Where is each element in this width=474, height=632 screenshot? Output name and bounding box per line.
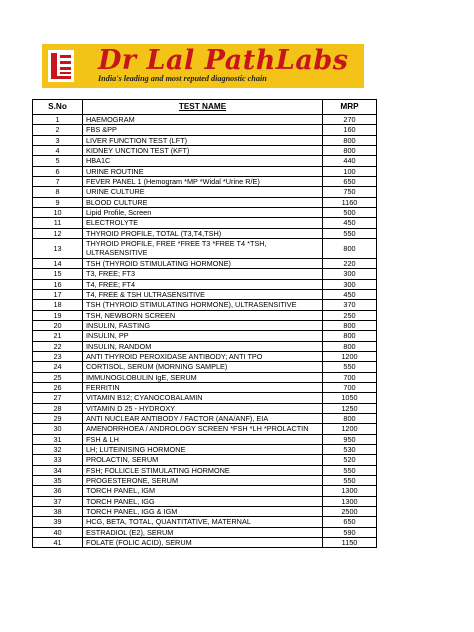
cell-mrp: 1200 <box>323 351 377 361</box>
test-price-table <box>32 99 377 548</box>
table-row <box>33 269 377 279</box>
cell-mrp: 800 <box>323 413 377 423</box>
table-row <box>33 527 377 537</box>
cell-mrp: 370 <box>323 300 377 310</box>
lal-pathlabs-logo-mark-icon <box>48 50 74 82</box>
cell-serial-no: 22 <box>33 341 83 351</box>
table-row <box>33 403 377 413</box>
table-row <box>33 177 377 187</box>
cell-test-name: URINE ROUTINE <box>83 166 323 176</box>
cell-serial-no: 40 <box>33 527 83 537</box>
brand-name: Dr Lal PathLabs <box>98 45 349 76</box>
cell-test-name: TSH, NEWBORN SCREEN <box>83 310 323 320</box>
cell-serial-no: 15 <box>33 269 83 279</box>
cell-test-name: TORCH PANEL, IGG <box>83 496 323 506</box>
cell-test-name: URINE CULTURE <box>83 187 323 197</box>
cell-serial-no: 29 <box>33 413 83 423</box>
cell-mrp: 800 <box>323 146 377 156</box>
cell-mrp: 800 <box>323 239 377 259</box>
cell-mrp: 2500 <box>323 507 377 517</box>
cell-mrp: 550 <box>323 476 377 486</box>
cell-mrp: 300 <box>323 269 377 279</box>
cell-mrp: 440 <box>323 156 377 166</box>
cell-test-name: FBS &PP <box>83 125 323 135</box>
cell-serial-no: 20 <box>33 320 83 330</box>
cell-mrp: 1250 <box>323 403 377 413</box>
table-row <box>33 331 377 341</box>
cell-test-name: ELECTROLYTE <box>83 218 323 228</box>
cell-serial-no: 33 <box>33 455 83 465</box>
table-row <box>33 146 377 156</box>
cell-mrp: 550 <box>323 362 377 372</box>
cell-serial-no: 19 <box>33 310 83 320</box>
table-row <box>33 135 377 145</box>
cell-test-name: INSULIN, FASTING <box>83 320 323 330</box>
cell-serial-no: 13 <box>33 239 83 259</box>
cell-serial-no: 8 <box>33 187 83 197</box>
table-row <box>33 496 377 506</box>
cell-test-name: CORTISOL, SERUM (MORNING SAMPLE) <box>83 362 323 372</box>
cell-test-name: FEVER PANEL 1 (Hemogram *MP *Widal *Urine R/E) <box>83 177 323 187</box>
table-header-row <box>33 100 377 115</box>
cell-serial-no: 17 <box>33 289 83 299</box>
cell-serial-no: 2 <box>33 125 83 135</box>
table-row <box>33 279 377 289</box>
cell-mrp: 530 <box>323 445 377 455</box>
cell-serial-no: 36 <box>33 486 83 496</box>
cell-mrp: 800 <box>323 341 377 351</box>
cell-mrp: 1050 <box>323 393 377 403</box>
cell-test-name: LIVER FUNCTION TEST (LFT) <box>83 135 323 145</box>
cell-mrp: 160 <box>323 125 377 135</box>
table-body <box>33 115 377 548</box>
cell-mrp: 650 <box>323 177 377 187</box>
cell-mrp: 800 <box>323 331 377 341</box>
cell-test-name: TSH (THYROID STIMULATING HORMONE), ULTRASENSITIVE <box>83 300 323 310</box>
cell-test-name: HCG, BETA, TOTAL, QUANTITATIVE, MATERNAL <box>83 517 323 527</box>
cell-test-name: FSH; FOLLICLE STIMULATING HORMONE <box>83 465 323 475</box>
cell-test-name: PROLACTIN, SERUM <box>83 455 323 465</box>
cell-mrp: 700 <box>323 382 377 392</box>
cell-serial-no: 28 <box>33 403 83 413</box>
cell-serial-no: 27 <box>33 393 83 403</box>
table-row <box>33 455 377 465</box>
cell-serial-no: 23 <box>33 351 83 361</box>
cell-mrp: 450 <box>323 289 377 299</box>
cell-test-name: AMENORRHOEA / ANDROLOGY SCREEN *FSH *LH *PROLACTIN <box>83 424 323 434</box>
table-row <box>33 434 377 444</box>
cell-serial-no: 38 <box>33 507 83 517</box>
cell-mrp: 590 <box>323 527 377 537</box>
brand-tagline: India's leading and most reputed diagnostic chain <box>98 74 267 83</box>
cell-serial-no: 26 <box>33 382 83 392</box>
cell-mrp: 800 <box>323 320 377 330</box>
cell-serial-no: 25 <box>33 372 83 382</box>
cell-serial-no: 7 <box>33 177 83 187</box>
table-row <box>33 208 377 218</box>
table-row <box>33 393 377 403</box>
cell-serial-no: 1 <box>33 115 83 125</box>
cell-mrp: 500 <box>323 208 377 218</box>
cell-test-name: HBA1C <box>83 156 323 166</box>
table-row <box>33 239 377 259</box>
table-row <box>33 424 377 434</box>
cell-serial-no: 16 <box>33 279 83 289</box>
table-row <box>33 538 377 548</box>
table-row <box>33 445 377 455</box>
table-row <box>33 300 377 310</box>
cell-test-name: VITAMIN D 25 - HYDROXY <box>83 403 323 413</box>
cell-test-name: FSH & LH <box>83 434 323 444</box>
cell-mrp: 650 <box>323 517 377 527</box>
cell-serial-no: 3 <box>33 135 83 145</box>
cell-test-name: T4, FREE & TSH ULTRASENSITIVE <box>83 289 323 299</box>
logo-banner <box>42 44 364 88</box>
cell-test-name: HAEMOGRAM <box>83 115 323 125</box>
cell-serial-no: 11 <box>33 218 83 228</box>
table-row <box>33 517 377 527</box>
cell-serial-no: 10 <box>33 208 83 218</box>
table-row <box>33 289 377 299</box>
cell-mrp: 950 <box>323 434 377 444</box>
cell-mrp: 1200 <box>323 424 377 434</box>
cell-mrp: 750 <box>323 187 377 197</box>
header-test-name: TEST NAME <box>83 100 323 115</box>
cell-serial-no: 4 <box>33 146 83 156</box>
cell-mrp: 1150 <box>323 538 377 548</box>
cell-mrp: 520 <box>323 455 377 465</box>
cell-test-name: TORCH PANEL, IGM <box>83 486 323 496</box>
cell-test-name: ESTRADIOL (E2), SERUM <box>83 527 323 537</box>
cell-test-name: THYROID PROFILE, TOTAL (T3,T4,TSH) <box>83 228 323 238</box>
cell-test-name: BLOOD CULTURE <box>83 197 323 207</box>
cell-test-name: PROGESTERONE, SERUM <box>83 476 323 486</box>
cell-test-name: T3, FREE; FT3 <box>83 269 323 279</box>
table-row <box>33 476 377 486</box>
header-mrp: MRP <box>323 100 377 115</box>
table-row <box>33 156 377 166</box>
cell-mrp: 100 <box>323 166 377 176</box>
cell-test-name: VITAMIN B12; CYANOCOBALAMIN <box>83 393 323 403</box>
cell-mrp: 800 <box>323 135 377 145</box>
cell-mrp: 220 <box>323 258 377 268</box>
cell-serial-no: 5 <box>33 156 83 166</box>
cell-test-name: KIDNEY UNCTION TEST (KFT) <box>83 146 323 156</box>
cell-test-name: T4, FREE; FT4 <box>83 279 323 289</box>
table-row <box>33 187 377 197</box>
cell-test-name: FERRITIN <box>83 382 323 392</box>
cell-test-name: LH; LUTEINISING HORMONE <box>83 445 323 455</box>
table-row <box>33 320 377 330</box>
header-serial-no: S.No <box>33 100 83 115</box>
cell-serial-no: 32 <box>33 445 83 455</box>
cell-mrp: 250 <box>323 310 377 320</box>
cell-serial-no: 12 <box>33 228 83 238</box>
table-row <box>33 465 377 475</box>
table-row <box>33 115 377 125</box>
table-row <box>33 413 377 423</box>
cell-serial-no: 24 <box>33 362 83 372</box>
cell-serial-no: 9 <box>33 197 83 207</box>
cell-test-name: ANTI NUCLEAR ANTIBODY / FACTOR (ANA/ANF), EIA <box>83 413 323 423</box>
table-row <box>33 362 377 372</box>
table-row <box>33 486 377 496</box>
cell-mrp: 550 <box>323 465 377 475</box>
cell-serial-no: 21 <box>33 331 83 341</box>
cell-serial-no: 14 <box>33 258 83 268</box>
table-row <box>33 310 377 320</box>
cell-mrp: 1160 <box>323 197 377 207</box>
cell-test-name: INSULIN, RANDOM <box>83 341 323 351</box>
cell-mrp: 270 <box>323 115 377 125</box>
cell-test-name: TSH (THYROID STIMULATING HORMONE) <box>83 258 323 268</box>
cell-test-name: IMMUNOGLOBULIN IgE, SERUM <box>83 372 323 382</box>
table-row <box>33 228 377 238</box>
table-row <box>33 258 377 268</box>
cell-test-name: INSULIN, PP <box>83 331 323 341</box>
table-row <box>33 341 377 351</box>
cell-serial-no: 31 <box>33 434 83 444</box>
cell-serial-no: 35 <box>33 476 83 486</box>
cell-serial-no: 39 <box>33 517 83 527</box>
cell-serial-no: 6 <box>33 166 83 176</box>
cell-mrp: 550 <box>323 228 377 238</box>
cell-serial-no: 18 <box>33 300 83 310</box>
cell-test-name: Lipid Profile, Screen <box>83 208 323 218</box>
cell-mrp: 700 <box>323 372 377 382</box>
cell-mrp: 1300 <box>323 496 377 506</box>
table-row <box>33 382 377 392</box>
table-row <box>33 372 377 382</box>
table-row <box>33 125 377 135</box>
cell-serial-no: 41 <box>33 538 83 548</box>
cell-mrp: 300 <box>323 279 377 289</box>
cell-test-name: TORCH PANEL, IGG & IGM <box>83 507 323 517</box>
table-row <box>33 218 377 228</box>
cell-serial-no: 34 <box>33 465 83 475</box>
cell-mrp: 1300 <box>323 486 377 496</box>
cell-test-name: THYROID PROFILE, FREE *FREE T3 *FREE T4 *TSH, ULTRASENSITIVE <box>83 239 323 259</box>
cell-mrp: 450 <box>323 218 377 228</box>
cell-test-name: FOLATE (FOLIC ACID), SERUM <box>83 538 323 548</box>
cell-serial-no: 37 <box>33 496 83 506</box>
table-row <box>33 197 377 207</box>
cell-serial-no: 30 <box>33 424 83 434</box>
cell-test-name: ANTI THYROID PEROXIDASE ANTIBODY; ANTI TPO <box>83 351 323 361</box>
table-row <box>33 166 377 176</box>
table-row <box>33 351 377 361</box>
table-row <box>33 507 377 517</box>
